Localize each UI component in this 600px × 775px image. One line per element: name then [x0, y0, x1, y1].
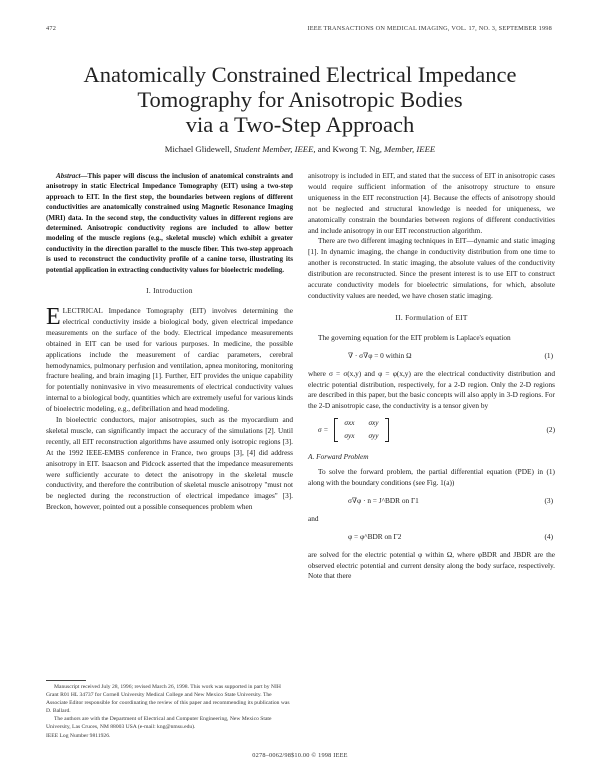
equation-1 — [308, 351, 555, 362]
equation-body: φ = φ^BDR on Γ2 — [348, 531, 402, 541]
author-2-name: Kwong T. Ng, — [332, 144, 382, 154]
subsection-heading: A. Forward Problem — [308, 452, 369, 462]
equation-body: ∇ · σ∇φ = 0 within Ω — [348, 350, 412, 360]
footnote-rule — [46, 680, 86, 681]
abstract — [46, 171, 293, 275]
footnote-text: IEEE Log Number 9811926. — [46, 733, 111, 739]
matrix-cell: σyx — [344, 431, 355, 441]
paragraph: anisotropy is included in EIT, and stated that the success of EIT in anisotropic cases would require sufficient information of the anisotropy structure to ensure uniqueness in the EIT reconstruction [4]. Because the effects of anisotropy should not be neglected and structural knowledge is needed for uniqueness, we anatomically constrain the boundaries between regions of different conductivities and include anisotropy in our EIT reconstruction algorithm. — [308, 171, 555, 235]
matrix-cell: σyy — [368, 431, 379, 441]
paragraph: In bioelectric conductors, major anisotropies, such as the myocardium and skeletal muscle, can significantly impact the accuracy of the simulations [2]. Until recently, all EIT reconstruction algorithms have assumed only isotropic regions [3]. At the 1992 IEEE-EMBS conference in France, two groups [3], [4] did address anisotropy in EIT. Isaacson and Pidcock asserted that the impedance measurements were sufficiently accurate to detect the anisotropy in the skeletal muscle conductivity, and therefore the contribution of skeletal muscle anisotropy "must not be neglected during the reconstruction of electrical impedance images" [3]. Breckon, however, pointed out a possible consequences problem when — [46, 415, 293, 512]
connector-word: and — [308, 513, 319, 523]
title-line: via a Two-Step Approach — [185, 112, 415, 137]
paragraph: There are two different imaging techniques in EIT—dynamic and static imaging [1]. In dynamic imaging, the change in conductivity distribution from one time to another is reconstructed. In static imaging, the absolute values of the conductivity distribution are reconstructed. Since the present interest is to use EIT to construct accurate conductivity models for bioelectric simulations, for which, absolute conductivity values are needed, we have chosen static imaging. — [308, 236, 555, 300]
equation-3 — [308, 496, 555, 507]
equation-body: σ∇φ · n = J^BDR on Γ1 — [348, 495, 419, 505]
journal-name: IEEE TRANSACTIONS ON MEDICAL IMAGING, VOL. 17, NO. 3, SEPTEMBER 1998 — [307, 25, 552, 32]
equation-2 — [308, 418, 555, 442]
footnote — [46, 680, 293, 740]
section-heading: I. Introduction — [146, 286, 193, 296]
copyright-code: 0278–0062/98$10.00 © 1998 IEEE — [252, 752, 348, 759]
matrix-cell: σxx — [344, 418, 355, 428]
left-column — [46, 171, 293, 513]
equation-number: (4) — [544, 531, 553, 541]
running-header — [46, 25, 552, 37]
intro-text: LECTRICAL Impedance Tomography (EIT) involves determining the electrical conductivity inside a biological body, given electrical impedance measurements on the surface of the body. Electrical impedance measurements obtained in EIT can be used for various purposes. In medicine, the possible applications include the measurement of cardiac parameters, cerebral hemodynamics, pulmonary perfusion and ventilation, apnea monitoring, monitoring fracture healing, and brain imaging [1]. Further, EIT provides the unique capability for potentially noninvasive in vivo measurements of electrical conductivity values internal to a biological body, quantities which are extremely useful for various kinds of bioelectric modeling, e.g., defibrillation and head modeling. — [46, 305, 293, 414]
drop-cap: E — [46, 303, 61, 330]
author-and: and — [317, 144, 331, 154]
matrix-cells — [344, 418, 378, 442]
tensor-matrix — [318, 418, 389, 442]
equation-number: (2) — [546, 424, 555, 434]
footnote-text: Manuscript received July 28, 1996; revised March 26, 1998. This work was supported in part by NIH Grant R01 HL 34737 for Cornell University Medical College and New Mexico State University. The Associate Editor responsible for coordinating the review of this paper and recommending its publication was D. Ballard. — [46, 684, 290, 714]
section-heading: II. Formulation of EIT — [395, 312, 468, 322]
equation-4 — [308, 532, 555, 543]
footnote-text: The authors are with the Department of Electrical and Computer Engineering, New Mexico State University, Las Cruces, NM 88003 USA (e-mail: kng@nmsu.edu). — [46, 716, 272, 730]
author-line — [40, 144, 560, 154]
paragraph: To solve the forward problem, the partial differential equation (PDE) in (1) along with the boundary conditions (see Fig. 1(a)) — [308, 467, 555, 488]
tensor-symbol: σ = — [318, 424, 329, 434]
right-column — [308, 171, 555, 582]
equation-number: (1) — [544, 350, 553, 360]
author-1-role: Student Member, IEEE, — [234, 144, 316, 154]
paragraph: where σ = σ(x,y) and φ = φ(x,y) are the electrical conductivity distribution and electric potential distribution, respectively, for a 2-D region. Only the 2-D regions are described in this paper, but the basic concepts will also apply in 3-D regions. For the 2-D anisotropic case, the conductivity is a tensor given by — [308, 368, 555, 411]
equation-number: (3) — [544, 495, 553, 505]
paragraph: The governing equation for the EIT problem is Laplace's equation — [318, 332, 511, 342]
page-number: 472 — [46, 25, 57, 32]
paper-title — [40, 62, 560, 137]
title-line: Tomography for Anisotropic Bodies — [137, 87, 463, 112]
author-2-role: Member, IEEE — [384, 144, 436, 154]
author-1-name: Michael Glidewell, — [164, 144, 232, 154]
left-bracket — [334, 418, 338, 442]
matrix-cell: σxy — [368, 418, 379, 428]
paragraph: are solved for the electric potential φ within Ω, where φBDR and JBDR are the observed electric potential and current density along the body surface, respectively. Note that there — [308, 549, 555, 581]
abstract-text: This paper will discuss the inclusion of anatomical constraints and anisotropy in static Electrical Impedance Tomography (EIT) using a two-step approach to EIT. In the first step, the boundaries between regions of different conductivities are anatomically constrained using Magnetic Resonance Imaging (MRI) data. In the second step, the conductivity values in different regions are determined. Anisotropic conductivity regions are included to allow better modeling of the muscle regions (e.g., skeletal muscle) which exhibit a greater conductivity in the direction parallel to the muscle fiber. This two-step approach is used to reconstruct the conductivity profile of a canine torso, illustrating its potential application in extracting conductivity values for bioelectric modeling. — [46, 172, 293, 274]
title-line: Anatomically Constrained Electrical Impedance — [83, 62, 517, 87]
right-bracket — [385, 418, 389, 442]
abstract-label: Abstract— — [56, 172, 88, 180]
intro-paragraph — [46, 303, 293, 415]
